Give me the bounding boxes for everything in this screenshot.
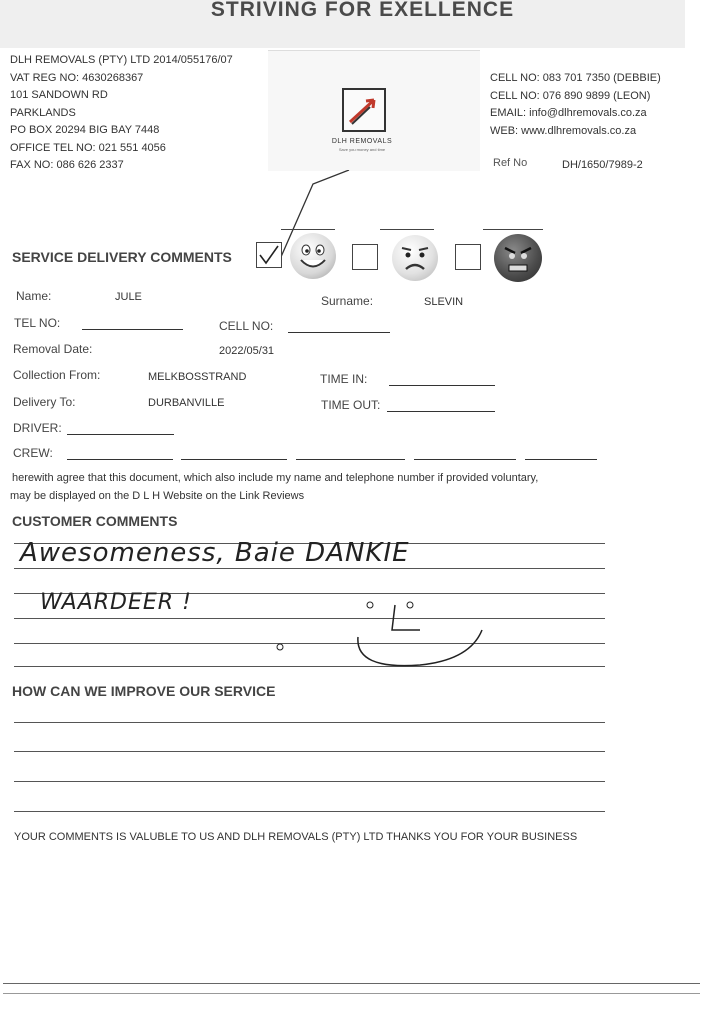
consent-line-2: may be displayed on the D L H Website on the Link Reviews bbox=[10, 490, 305, 502]
sad-face-features bbox=[392, 235, 438, 281]
ref-value: DH/1650/7989-2 bbox=[562, 159, 643, 171]
driver-field[interactable] bbox=[67, 434, 174, 435]
bottom-rule bbox=[3, 993, 700, 994]
logo-tagline: Save you money and time bbox=[338, 147, 386, 152]
name-value[interactable]: JULE bbox=[115, 291, 142, 303]
company-logo bbox=[342, 88, 386, 132]
check-mark-icon bbox=[257, 243, 281, 267]
company-line: FAX NO: 086 626 2337 bbox=[10, 159, 124, 171]
improve-heading: HOW CAN WE IMPROVE OUR SERVICE bbox=[12, 683, 276, 699]
delivery-value[interactable]: DURBANVILLE bbox=[148, 397, 225, 409]
comment-rule bbox=[14, 568, 605, 569]
logo-name: DLH REMOVALS bbox=[331, 138, 393, 145]
contact-block bbox=[490, 70, 661, 140]
crew-field-1[interactable] bbox=[67, 459, 173, 460]
tel-field[interactable] bbox=[82, 329, 183, 330]
contact-line: EMAIL: info@dlhremovals.co.za bbox=[490, 107, 647, 119]
happy-face-features bbox=[290, 233, 336, 279]
time-in-label: TIME IN: bbox=[320, 372, 368, 386]
contact-line: CELL NO: 076 890 9899 (LEON) bbox=[490, 89, 651, 102]
angry-face-icon bbox=[494, 234, 542, 282]
handwritten-comment-line-2: WAARDEER ! bbox=[40, 590, 192, 615]
sad-face-icon bbox=[392, 235, 438, 281]
surname-label: Surname: bbox=[321, 294, 374, 308]
improve-rule[interactable] bbox=[14, 811, 605, 812]
ref-label: Ref No bbox=[493, 157, 528, 169]
company-line: PO BOX 20294 BIG BAY 7448 bbox=[10, 124, 160, 136]
time-in-field[interactable] bbox=[389, 385, 495, 386]
name-label: Name: bbox=[16, 289, 52, 303]
crew-field-4[interactable] bbox=[414, 459, 516, 460]
handwritten-comment-line-1: Awesomeness, Baie DANKIE bbox=[20, 538, 410, 568]
cell-label: CELL NO: bbox=[219, 319, 274, 333]
company-line: 101 SANDOWN RD bbox=[10, 89, 108, 101]
crew-label: CREW: bbox=[13, 446, 53, 460]
arrow-logo-icon bbox=[344, 90, 384, 130]
removal-date-value[interactable]: 2022/05/31 bbox=[219, 345, 275, 357]
bottom-rule bbox=[3, 983, 700, 984]
time-out-label: TIME OUT: bbox=[321, 398, 381, 412]
happy-face-icon bbox=[290, 233, 336, 279]
company-line: DLH REMOVALS (PTY) LTD 2014/055176/07 bbox=[10, 54, 233, 66]
contact-line: CELL NO: 083 701 7350 (DEBBIE) bbox=[490, 72, 661, 84]
improve-rule[interactable] bbox=[14, 751, 605, 752]
improve-rule[interactable] bbox=[14, 722, 605, 723]
company-line: OFFICE TEL NO: 021 551 4056 bbox=[10, 141, 166, 154]
driver-label: DRIVER: bbox=[13, 421, 62, 435]
collection-value[interactable]: MELKBOSSTRAND bbox=[148, 371, 247, 383]
service-delivery-heading: SERVICE DELIVERY COMMENTS bbox=[12, 249, 232, 265]
company-address bbox=[10, 52, 233, 175]
tel-label: TEL NO: bbox=[14, 316, 61, 330]
customer-comments-heading: CUSTOMER COMMENTS bbox=[12, 513, 178, 529]
time-out-field[interactable] bbox=[387, 411, 495, 412]
cell-field[interactable] bbox=[288, 332, 390, 333]
rating-checkbox-happy[interactable] bbox=[256, 242, 282, 268]
crew-field-2[interactable] bbox=[181, 459, 287, 460]
company-line: VAT REG NO: 4630268367 bbox=[10, 71, 144, 84]
footer-thanks: YOUR COMMENTS IS VALUBLE TO US AND DLH REMOVALS (PTY) LTD THANKS YOU FOR YOUR BUSINESS bbox=[14, 831, 578, 843]
angry-face-features bbox=[494, 234, 542, 282]
rating-checkbox-angry[interactable] bbox=[455, 244, 481, 270]
crew-field-3[interactable] bbox=[296, 459, 405, 460]
contact-line: WEB: www.dlhremovals.co.za bbox=[490, 124, 637, 137]
surname-value[interactable]: SLEVIN bbox=[424, 296, 464, 308]
smiley-doodle-icon bbox=[270, 595, 490, 675]
removal-date-label: Removal Date: bbox=[13, 342, 93, 356]
delivery-label: Delivery To: bbox=[13, 395, 76, 409]
company-line: PARKLANDS bbox=[10, 106, 76, 119]
crew-field-5[interactable] bbox=[525, 459, 597, 460]
improve-rule[interactable] bbox=[14, 781, 605, 782]
consent-line-1: herewith agree that this document, which also include my name and telephone number if provided voluntary, bbox=[12, 472, 539, 484]
rating-checkbox-sad[interactable] bbox=[352, 244, 378, 270]
banner-title: STRIVING FOR EXELLENCE bbox=[210, 0, 515, 21]
collection-label: Collection From: bbox=[13, 368, 101, 382]
